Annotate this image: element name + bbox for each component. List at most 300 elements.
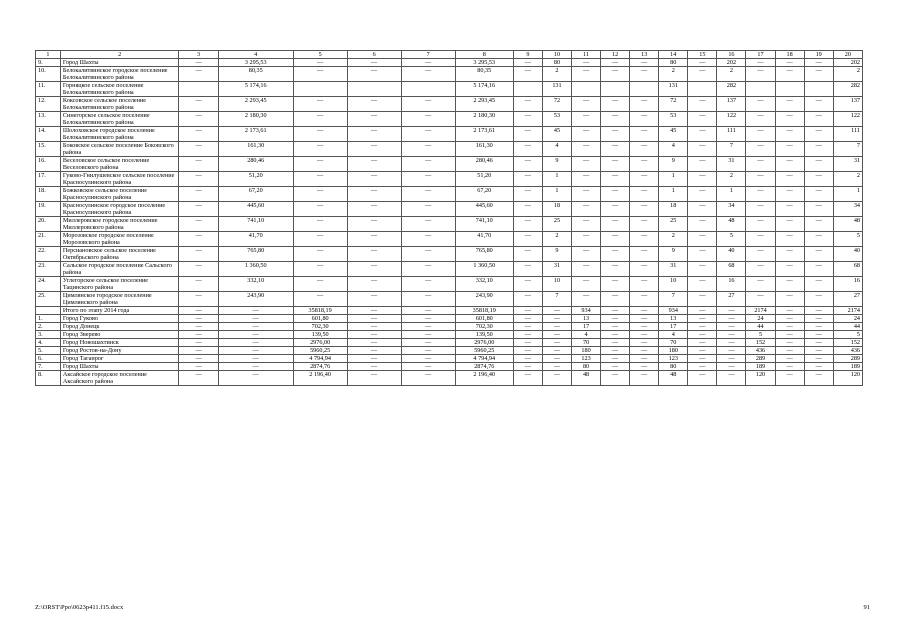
value-cell: — bbox=[601, 277, 630, 292]
value-cell: — bbox=[746, 97, 775, 112]
value-cell: — bbox=[401, 127, 455, 142]
value-cell bbox=[804, 82, 833, 97]
value-cell: — bbox=[630, 217, 659, 232]
value-cell: — bbox=[401, 323, 455, 331]
row-number-cell: 3. bbox=[36, 331, 61, 339]
value-cell: — bbox=[804, 363, 833, 371]
value-cell: — bbox=[401, 363, 455, 371]
municipality-name-cell: Город Ростов-на-Дону bbox=[60, 347, 178, 355]
value-cell: — bbox=[630, 232, 659, 247]
table-row bbox=[36, 323, 863, 331]
value-cell: — bbox=[179, 247, 218, 262]
value-cell: 180 bbox=[659, 347, 688, 355]
value-cell: — bbox=[688, 292, 717, 307]
value-cell: 31 bbox=[659, 262, 688, 277]
value-cell: — bbox=[401, 59, 455, 67]
table-body bbox=[36, 51, 863, 386]
value-cell: 1 360,50 bbox=[455, 262, 513, 277]
value-cell: — bbox=[601, 292, 630, 307]
value-cell: — bbox=[775, 59, 804, 67]
value-cell: — bbox=[804, 292, 833, 307]
value-cell: 2 196,40 bbox=[455, 371, 513, 386]
value-cell: — bbox=[513, 142, 542, 157]
value-cell: — bbox=[717, 347, 746, 355]
value-cell: 1 bbox=[717, 187, 746, 202]
value-cell: — bbox=[347, 157, 401, 172]
value-cell: — bbox=[293, 127, 347, 142]
value-cell: — bbox=[179, 232, 218, 247]
value-cell: — bbox=[179, 371, 218, 386]
municipality-name-cell: Миллеровское городское поселение Миллеровского района bbox=[60, 217, 178, 232]
value-cell: — bbox=[688, 262, 717, 277]
value-cell: — bbox=[601, 67, 630, 82]
table-row bbox=[36, 217, 863, 232]
value-cell: — bbox=[804, 217, 833, 232]
value-cell: — bbox=[572, 127, 601, 142]
value-cell: — bbox=[601, 97, 630, 112]
value-cell: — bbox=[775, 202, 804, 217]
value-cell: — bbox=[513, 172, 542, 187]
value-cell: — bbox=[630, 187, 659, 202]
value-cell: — bbox=[293, 59, 347, 67]
value-cell: — bbox=[804, 315, 833, 323]
value-cell bbox=[293, 82, 347, 97]
value-cell: 2 196,40 bbox=[293, 371, 347, 386]
value-cell: — bbox=[293, 187, 347, 202]
table-row bbox=[36, 202, 863, 217]
value-cell: — bbox=[513, 315, 542, 323]
value-cell: 31 bbox=[833, 157, 862, 172]
value-cell: — bbox=[688, 127, 717, 142]
value-cell: — bbox=[218, 363, 293, 371]
value-cell: 2 180,30 bbox=[455, 112, 513, 127]
value-cell: — bbox=[601, 315, 630, 323]
value-cell: — bbox=[513, 323, 542, 331]
table-row bbox=[36, 355, 863, 363]
column-number-cell: 17 bbox=[746, 51, 775, 59]
value-cell: 72 bbox=[542, 97, 571, 112]
value-cell: 120 bbox=[746, 371, 775, 386]
value-cell: — bbox=[347, 187, 401, 202]
value-cell: 48 bbox=[659, 371, 688, 386]
value-cell: 2 bbox=[717, 172, 746, 187]
value-cell: — bbox=[513, 127, 542, 142]
value-cell: — bbox=[179, 217, 218, 232]
value-cell: 35818,19 bbox=[455, 307, 513, 315]
value-cell: — bbox=[401, 112, 455, 127]
value-cell: 2174 bbox=[833, 307, 862, 315]
value-cell: — bbox=[775, 347, 804, 355]
value-cell: — bbox=[630, 347, 659, 355]
table-row bbox=[36, 339, 863, 347]
value-cell: — bbox=[775, 157, 804, 172]
value-cell: — bbox=[688, 371, 717, 386]
value-cell: — bbox=[293, 247, 347, 262]
row-number-cell: 7. bbox=[36, 363, 61, 371]
value-cell: — bbox=[717, 315, 746, 323]
value-cell: — bbox=[218, 355, 293, 363]
value-cell: 2 293,45 bbox=[455, 97, 513, 112]
value-cell: — bbox=[218, 331, 293, 339]
value-cell: — bbox=[746, 232, 775, 247]
value-cell: 5 bbox=[833, 331, 862, 339]
value-cell bbox=[179, 82, 218, 97]
value-cell: 5 174,16 bbox=[218, 82, 293, 97]
value-cell: — bbox=[804, 59, 833, 67]
value-cell bbox=[630, 82, 659, 97]
value-cell: — bbox=[513, 232, 542, 247]
value-cell: 2 bbox=[833, 67, 862, 82]
row-number-cell: 24. bbox=[36, 277, 61, 292]
value-cell: — bbox=[775, 67, 804, 82]
value-cell: 80,35 bbox=[218, 67, 293, 82]
value-cell: 137 bbox=[717, 97, 746, 112]
value-cell: — bbox=[688, 217, 717, 232]
value-cell: 123 bbox=[659, 355, 688, 363]
value-cell: — bbox=[804, 157, 833, 172]
table-row bbox=[36, 67, 863, 82]
value-cell: — bbox=[688, 277, 717, 292]
value-cell: 70 bbox=[659, 339, 688, 347]
table-row bbox=[36, 292, 863, 307]
value-cell bbox=[572, 82, 601, 97]
value-cell: — bbox=[601, 331, 630, 339]
value-cell: — bbox=[630, 67, 659, 82]
value-cell: — bbox=[513, 292, 542, 307]
value-cell: 35818,19 bbox=[293, 307, 347, 315]
value-cell: 4 794,94 bbox=[455, 355, 513, 363]
value-cell: — bbox=[601, 172, 630, 187]
municipality-name-cell: Боковское сельское поселение Боковского района bbox=[60, 142, 178, 157]
value-cell: — bbox=[293, 217, 347, 232]
column-number-cell: 9 bbox=[513, 51, 542, 59]
value-cell: 445,60 bbox=[455, 202, 513, 217]
value-cell: 25 bbox=[659, 217, 688, 232]
value-cell: — bbox=[775, 339, 804, 347]
value-cell: 2 bbox=[659, 67, 688, 82]
value-cell: — bbox=[513, 187, 542, 202]
municipality-name-cell: Город Донецк bbox=[60, 323, 178, 331]
value-cell: — bbox=[401, 172, 455, 187]
value-cell: — bbox=[688, 247, 717, 262]
value-cell: — bbox=[401, 292, 455, 307]
value-cell: — bbox=[347, 97, 401, 112]
row-number-cell: 21. bbox=[36, 232, 61, 247]
value-cell: — bbox=[688, 112, 717, 127]
value-cell: 2 bbox=[542, 232, 571, 247]
table-row bbox=[36, 142, 863, 157]
value-cell: 131 bbox=[542, 82, 571, 97]
value-cell: — bbox=[804, 232, 833, 247]
value-cell: — bbox=[775, 217, 804, 232]
value-cell: 27 bbox=[717, 292, 746, 307]
value-cell: — bbox=[688, 315, 717, 323]
municipality-name-cell: Божковское сельское поселение Красносулинского района bbox=[60, 187, 178, 202]
value-cell bbox=[401, 82, 455, 97]
value-cell: — bbox=[179, 157, 218, 172]
value-cell: 9 bbox=[659, 157, 688, 172]
value-cell: — bbox=[513, 217, 542, 232]
value-cell: — bbox=[293, 112, 347, 127]
value-cell: — bbox=[401, 142, 455, 157]
value-cell: — bbox=[293, 202, 347, 217]
value-cell: 13 bbox=[572, 315, 601, 323]
value-cell: 1 bbox=[659, 187, 688, 202]
value-cell: — bbox=[347, 247, 401, 262]
value-cell: 80 bbox=[572, 363, 601, 371]
value-cell: — bbox=[630, 355, 659, 363]
value-cell: 41,70 bbox=[218, 232, 293, 247]
value-cell: 289 bbox=[746, 355, 775, 363]
table-row bbox=[36, 363, 863, 371]
value-cell: — bbox=[572, 292, 601, 307]
value-cell: — bbox=[688, 339, 717, 347]
column-number-cell: 18 bbox=[775, 51, 804, 59]
value-cell: — bbox=[804, 371, 833, 386]
value-cell: — bbox=[401, 315, 455, 323]
value-cell: 120 bbox=[833, 371, 862, 386]
value-cell: — bbox=[179, 307, 218, 315]
value-cell: 152 bbox=[746, 339, 775, 347]
value-cell: — bbox=[513, 307, 542, 315]
value-cell: — bbox=[542, 339, 571, 347]
value-cell: 51,20 bbox=[218, 172, 293, 187]
value-cell: 9 bbox=[542, 157, 571, 172]
row-number-cell: 19. bbox=[36, 202, 61, 217]
value-cell bbox=[775, 82, 804, 97]
value-cell: 282 bbox=[833, 82, 862, 97]
value-cell: 5 174,16 bbox=[455, 82, 513, 97]
table-row bbox=[36, 315, 863, 323]
value-cell: — bbox=[804, 187, 833, 202]
row-number-cell: 4. bbox=[36, 339, 61, 347]
value-cell: — bbox=[347, 307, 401, 315]
value-cell: 67,20 bbox=[218, 187, 293, 202]
row-number-cell: 2. bbox=[36, 323, 61, 331]
value-cell: — bbox=[688, 331, 717, 339]
value-cell: — bbox=[746, 112, 775, 127]
value-cell: — bbox=[775, 363, 804, 371]
value-cell: 601,80 bbox=[455, 315, 513, 323]
value-cell: — bbox=[601, 112, 630, 127]
value-cell: — bbox=[804, 277, 833, 292]
value-cell: — bbox=[746, 202, 775, 217]
column-number-cell: 19 bbox=[804, 51, 833, 59]
value-cell: — bbox=[601, 355, 630, 363]
value-cell: — bbox=[688, 363, 717, 371]
column-number-cell: 16 bbox=[717, 51, 746, 59]
page-number: 91 bbox=[863, 604, 870, 611]
table-row bbox=[36, 371, 863, 386]
value-cell: — bbox=[513, 202, 542, 217]
row-number-cell: 5. bbox=[36, 347, 61, 355]
value-cell: — bbox=[775, 315, 804, 323]
row-number-cell: 20. bbox=[36, 217, 61, 232]
value-cell: — bbox=[513, 59, 542, 67]
row-number-cell: 10. bbox=[36, 67, 61, 82]
value-cell bbox=[513, 82, 542, 97]
value-cell: — bbox=[775, 277, 804, 292]
value-cell: — bbox=[542, 315, 571, 323]
value-cell: — bbox=[347, 67, 401, 82]
value-cell: 934 bbox=[572, 307, 601, 315]
value-cell: — bbox=[775, 371, 804, 386]
value-cell: 741,10 bbox=[218, 217, 293, 232]
value-cell: — bbox=[746, 172, 775, 187]
value-cell: — bbox=[401, 277, 455, 292]
value-cell: — bbox=[513, 277, 542, 292]
value-cell: — bbox=[293, 262, 347, 277]
value-cell: 17 bbox=[659, 323, 688, 331]
value-cell: — bbox=[775, 112, 804, 127]
value-cell: — bbox=[347, 323, 401, 331]
value-cell: 180 bbox=[572, 347, 601, 355]
value-cell: 5 bbox=[717, 232, 746, 247]
value-cell: — bbox=[513, 157, 542, 172]
value-cell: 9 bbox=[659, 247, 688, 262]
value-cell: 2 180,30 bbox=[218, 112, 293, 127]
value-cell: 601,80 bbox=[293, 315, 347, 323]
value-cell: 1 bbox=[542, 172, 571, 187]
column-number-cell: 4 bbox=[218, 51, 293, 59]
value-cell: — bbox=[717, 363, 746, 371]
value-cell: — bbox=[630, 323, 659, 331]
value-cell: — bbox=[293, 277, 347, 292]
municipality-name-cell: Город Зверево bbox=[60, 331, 178, 339]
column-number-cell: 2 bbox=[60, 51, 178, 59]
value-cell: — bbox=[347, 331, 401, 339]
value-cell: — bbox=[601, 371, 630, 386]
municipality-name-cell: Цимлянское городское поселение Цимлянского района bbox=[60, 292, 178, 307]
value-cell: — bbox=[717, 355, 746, 363]
municipality-name-cell: Персиановское сельское поселение Октябрьского района bbox=[60, 247, 178, 262]
value-cell: 4 bbox=[659, 142, 688, 157]
value-cell: 40 bbox=[717, 247, 746, 262]
value-cell: 31 bbox=[717, 157, 746, 172]
value-cell: — bbox=[179, 59, 218, 67]
value-cell: — bbox=[746, 127, 775, 142]
municipality-name-cell: Сальское городское поселение Сальского района bbox=[60, 262, 178, 277]
table-row bbox=[36, 157, 863, 172]
value-cell: 765,80 bbox=[218, 247, 293, 262]
value-cell: — bbox=[179, 339, 218, 347]
value-cell: — bbox=[179, 127, 218, 142]
value-cell: 7 bbox=[833, 142, 862, 157]
table-row bbox=[36, 59, 863, 67]
value-cell: 122 bbox=[833, 112, 862, 127]
row-number-cell: 12. bbox=[36, 97, 61, 112]
value-cell: — bbox=[717, 323, 746, 331]
value-cell: 436 bbox=[746, 347, 775, 355]
value-cell: — bbox=[601, 142, 630, 157]
file-path: Z:\ORST\Ppo\0623p411.f15.docx bbox=[35, 604, 124, 611]
value-cell: — bbox=[542, 347, 571, 355]
value-cell: 280,46 bbox=[455, 157, 513, 172]
municipality-name-cell: Итого по этапу 2014 года bbox=[60, 307, 178, 315]
column-number-cell: 3 bbox=[179, 51, 218, 59]
row-number-cell: 22. bbox=[36, 247, 61, 262]
value-cell: — bbox=[601, 363, 630, 371]
value-cell: — bbox=[513, 97, 542, 112]
value-cell: — bbox=[746, 262, 775, 277]
table-row bbox=[36, 307, 863, 315]
value-cell: 139,50 bbox=[293, 331, 347, 339]
value-cell: — bbox=[630, 262, 659, 277]
value-cell: 2 bbox=[833, 172, 862, 187]
value-cell: — bbox=[804, 331, 833, 339]
value-cell: 4 bbox=[572, 331, 601, 339]
value-cell: 10 bbox=[542, 277, 571, 292]
value-cell: 139,50 bbox=[455, 331, 513, 339]
value-cell: — bbox=[688, 187, 717, 202]
value-cell: — bbox=[179, 331, 218, 339]
value-cell: 131 bbox=[659, 82, 688, 97]
value-cell: — bbox=[775, 307, 804, 315]
value-cell: — bbox=[688, 59, 717, 67]
value-cell: — bbox=[688, 142, 717, 157]
value-cell: — bbox=[688, 172, 717, 187]
municipality-name-cell: Коксовское сельское поселение Белокалитвинского района bbox=[60, 97, 178, 112]
value-cell: — bbox=[775, 127, 804, 142]
value-cell: — bbox=[218, 315, 293, 323]
value-cell: — bbox=[401, 97, 455, 112]
value-cell: 152 bbox=[833, 339, 862, 347]
municipality-name-cell: Веселовское сельское поселение Веселовского района bbox=[60, 157, 178, 172]
value-cell: 332,10 bbox=[218, 277, 293, 292]
value-cell: — bbox=[630, 371, 659, 386]
value-cell: 3 295,53 bbox=[455, 59, 513, 67]
value-cell: — bbox=[513, 112, 542, 127]
value-cell: — bbox=[401, 247, 455, 262]
value-cell: 2 bbox=[542, 67, 571, 82]
value-cell: — bbox=[630, 157, 659, 172]
value-cell: — bbox=[347, 363, 401, 371]
value-cell: — bbox=[601, 323, 630, 331]
value-cell: — bbox=[775, 262, 804, 277]
value-cell: — bbox=[688, 347, 717, 355]
value-cell: — bbox=[401, 371, 455, 386]
value-cell: — bbox=[601, 217, 630, 232]
value-cell: 5 bbox=[746, 331, 775, 339]
value-cell: 243,90 bbox=[218, 292, 293, 307]
value-cell: 9 bbox=[542, 247, 571, 262]
value-cell: — bbox=[775, 331, 804, 339]
value-cell: 24 bbox=[833, 315, 862, 323]
value-cell: — bbox=[630, 339, 659, 347]
value-cell: — bbox=[293, 97, 347, 112]
value-cell: — bbox=[401, 355, 455, 363]
value-cell: 80 bbox=[659, 59, 688, 67]
value-cell: — bbox=[804, 339, 833, 347]
table-row bbox=[36, 97, 863, 112]
header-row bbox=[36, 51, 863, 59]
value-cell: — bbox=[572, 67, 601, 82]
value-cell: 4 bbox=[542, 142, 571, 157]
value-cell: — bbox=[630, 307, 659, 315]
column-number-cell: 12 bbox=[601, 51, 630, 59]
value-cell: — bbox=[513, 347, 542, 355]
table-row bbox=[36, 262, 863, 277]
value-cell bbox=[347, 82, 401, 97]
value-cell: — bbox=[179, 277, 218, 292]
value-cell: 332,10 bbox=[455, 277, 513, 292]
table-row bbox=[36, 247, 863, 262]
value-cell: 2 bbox=[717, 67, 746, 82]
value-cell: — bbox=[775, 142, 804, 157]
column-number-cell: 20 bbox=[833, 51, 862, 59]
value-cell: — bbox=[804, 355, 833, 363]
table-row bbox=[36, 127, 863, 142]
